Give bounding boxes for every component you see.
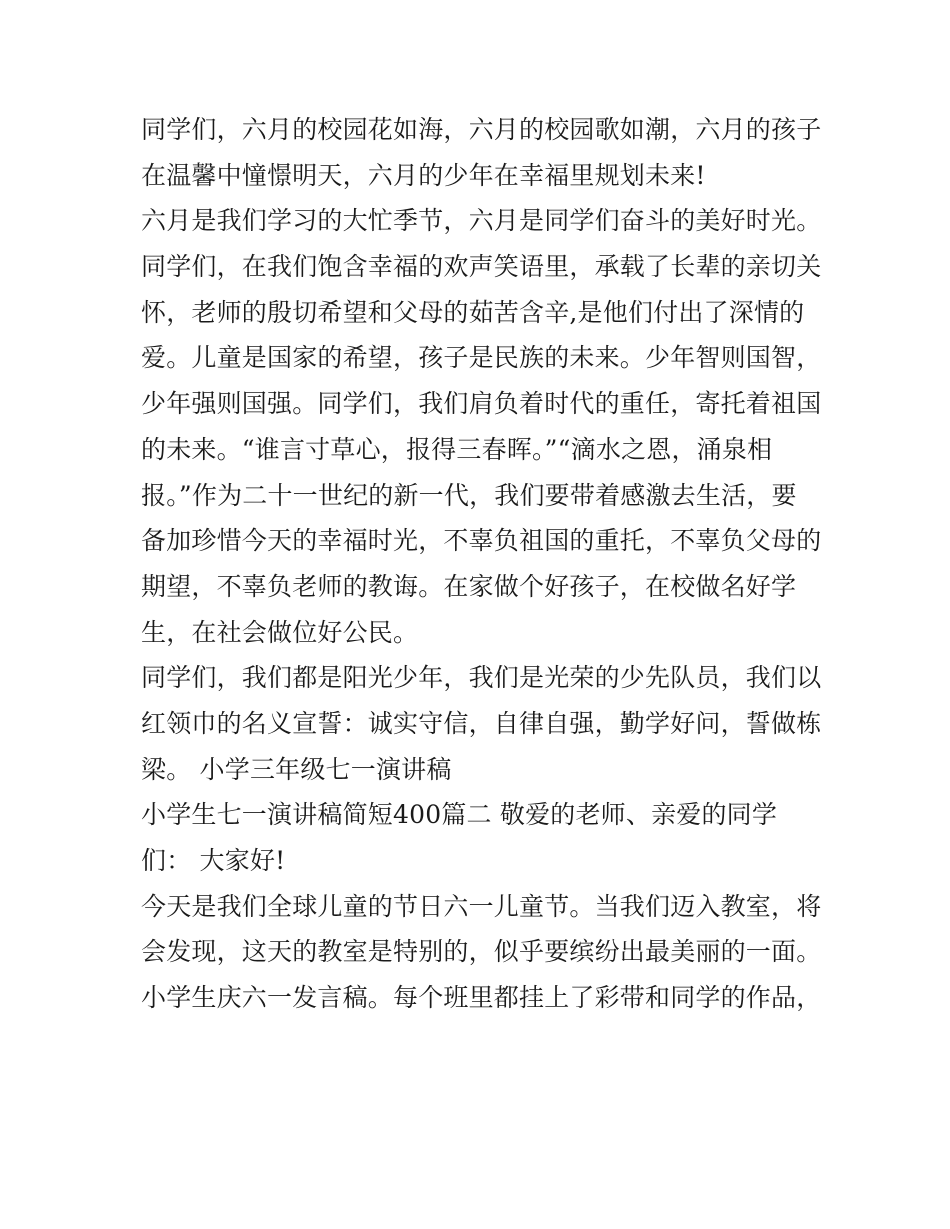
text-line: 同学们，在我们饱含幸福的欢声笑语里，承载了长辈的亲切关	[141, 252, 822, 282]
text-line: 少年强则国强。同学们，我们肩负着时代的重任，寄托着祖国	[141, 389, 822, 419]
text-line: 同学们，我们都是阳光少年，我们是光荣的少先队员，我们以	[141, 663, 822, 693]
text-line: 六月是我们学习的大忙季节，六月是同学们奋斗的美好时光。	[141, 206, 822, 236]
body-text	[141, 107, 821, 1021]
text-line: 小学生庆六一发言稿。每个班里都挂上了彩带和同学的作品，	[141, 983, 822, 1013]
text-line: 红领巾的名义宣誓：诚实守信，自律自强，勤学好问，誓做栋	[141, 708, 822, 738]
text-line: 怀，老师的殷切希望和父母的茹苦含辛,是他们付出了深情的	[141, 297, 805, 327]
text-line: 报。”作为二十一世纪的新一代，我们要带着感激去生活，要	[141, 480, 797, 510]
text-line: 在温馨中憧憬明天，六月的少年在幸福里规划未来!	[141, 160, 706, 190]
text-line: 生，在社会做位好公民。	[141, 617, 419, 647]
text-line: 爱。儿童是国家的希望，孩子是民族的未来。少年智则国智，	[141, 343, 822, 373]
text-line: 梁。 小学三年级七一演讲稿	[141, 754, 452, 784]
text-line: 的未来。“谁言寸草心，报得三春晖。”“滴水之恩，涌泉相	[141, 434, 773, 464]
text-line: 会发现，这天的教室是特别的，似乎要缤纷出最美丽的一面。	[141, 937, 822, 967]
text-line: 们： 大家好!	[141, 846, 286, 875]
text-line: 小学生七一演讲稿简短400篇二 敬爱的老师、亲爱的同学	[141, 800, 778, 830]
text-line: 同学们，六月的校园花如海，六月的校园歌如潮，六月的孩子	[141, 115, 822, 144]
text-line: 期望，不辜负老师的教诲。在家做个好孩子，在校做名好学	[141, 571, 797, 601]
text-line: 今天是我们全球儿童的节日六一儿童节。当我们迈入教室，将	[141, 891, 822, 921]
text-line: 备加珍惜今天的幸福时光，不辜负祖国的重托，不辜负父母的	[141, 526, 822, 556]
